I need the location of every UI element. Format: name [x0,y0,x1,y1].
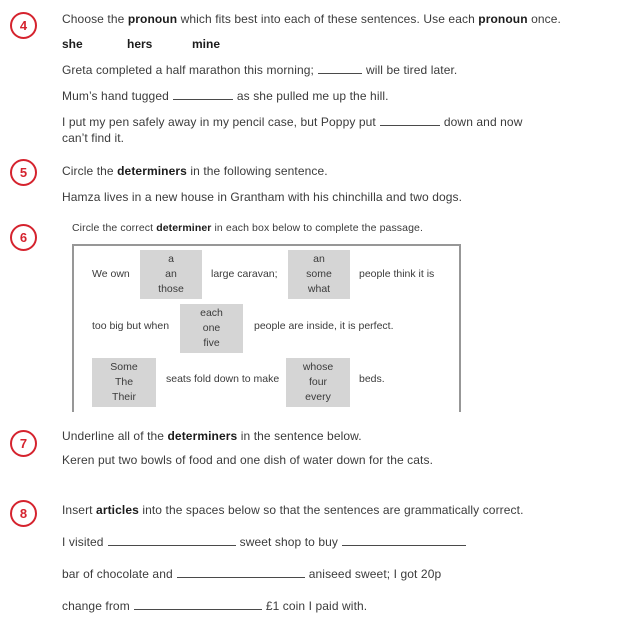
answer-blank [173,89,233,100]
sentence-text: Greta completed a half marathon this morning; [62,63,314,77]
sentence-text: I visited [62,535,104,549]
question-7-prompt [62,429,362,443]
prompt-bold-term: pronoun [478,12,528,26]
prompt-text: once. [527,12,561,26]
determiner-option: what [307,283,331,295]
answer-blank [134,599,262,610]
question-6-prompt [72,222,423,234]
prompt-bold-term: determiner [156,222,212,234]
question-6-badge [10,224,37,251]
determiner-option: a [168,253,174,265]
determiner-option: every [305,391,331,403]
prompt-bold-term: articles [96,503,139,517]
word-bank-item: she [62,37,83,51]
determiner-option-box [140,250,202,299]
sentence-line [62,599,367,613]
question-5-badge [10,159,37,186]
question-5-prompt [62,164,328,178]
question-4-badge [10,12,37,39]
prompt-text: in each box below to complete the passage. [211,222,423,234]
question-8-badge [10,500,37,527]
prompt-bold-term: pronoun [127,12,178,26]
word-bank-item: hers [127,37,153,51]
sentence-text: bar of chocolate and [62,567,173,581]
word-bank-item: mine [192,37,221,51]
sentence-text: can’t find it. [62,131,125,145]
sentence-text: Keren put two bowls of food and one dish of water down for the cats. [62,453,434,467]
prompt-text: into the spaces below so that the sentences are grammatically correct. [138,503,524,517]
prompt-text: Circle the correct [72,222,157,234]
prompt-text: Underline all of the [62,429,168,443]
determiner-option-box [288,250,350,299]
prompt-bold-term: determiners [167,429,238,443]
passage-text: We own [92,268,130,280]
prompt-bold-term: determiners [117,164,187,178]
sentence-line [62,190,462,204]
question-4-number: 4 [19,18,28,33]
passage-text: people think it is [359,268,435,280]
answer-blank [177,567,305,578]
determiner-option: those [158,283,184,295]
prompt-text: in the sentence below. [237,429,362,443]
determiner-option: whose [302,361,334,373]
sentence-line [62,63,457,77]
answer-blank [318,63,362,74]
prompt-text: in the following sentence. [186,164,328,178]
determiner-option: some [306,268,332,280]
sentence-text: Mum’s hand tugged [62,89,169,103]
question-4-prompt [62,12,561,26]
answer-blank [108,535,236,546]
sentence-text: as she pulled me up the hill. [236,89,389,103]
sentence-text: change from [62,599,130,613]
sentence-text: sweet shop to buy [239,535,339,549]
determiner-passage-box [72,244,461,412]
question-8-prompt [62,503,524,517]
question-6-number: 6 [19,230,28,245]
question-7-badge [10,430,37,457]
determiner-option: one [202,322,221,334]
determiner-option: four [308,376,328,388]
determiner-option-box [92,358,156,407]
determiner-option: five [203,337,220,349]
sentence-text: Hamza lives in a new house in Grantham with his chinchilla and two dogs. [62,190,463,204]
determiner-option: each [200,307,223,319]
determiner-option: The [114,376,134,388]
determiner-option: Their [112,391,136,403]
passage-text: people are inside, it is perfect. [254,320,394,332]
sentence-line [62,453,433,467]
question-8-number: 8 [19,506,28,521]
sentence-text: £1 coin I paid with. [265,599,368,613]
sentence-line [62,535,470,549]
passage-text: seats fold down to make [166,373,280,385]
word-bank [62,37,362,53]
passage-text: too big but when [92,320,170,332]
sentence-line [62,131,124,145]
sentence-line [62,115,522,129]
sentence-line [62,567,441,581]
sentence-line [62,89,389,103]
sentence-text: I put my pen safely away in my pencil case, but Poppy put [62,115,376,129]
determiner-option-box [286,358,350,407]
sentence-text: will be tired later. [365,63,458,77]
determiner-option: an [313,253,325,265]
answer-blank [342,535,466,546]
question-5-number: 5 [19,165,28,180]
prompt-text: Insert [62,503,97,517]
determiner-option: Some [110,361,138,373]
prompt-text: Circle the [62,164,118,178]
passage-text: beds. [359,373,385,385]
prompt-text: which fits best into each of these sentences. Use each [177,12,479,26]
determiner-option-box [180,304,243,353]
prompt-text: Choose the [62,12,128,26]
sentence-text: down and now [443,115,523,129]
answer-blank [380,115,440,126]
determiner-option: an [165,268,177,280]
question-7-number: 7 [19,436,28,451]
sentence-text: aniseed sweet; I got 20p [308,567,442,581]
passage-text: large caravan; [211,268,278,280]
